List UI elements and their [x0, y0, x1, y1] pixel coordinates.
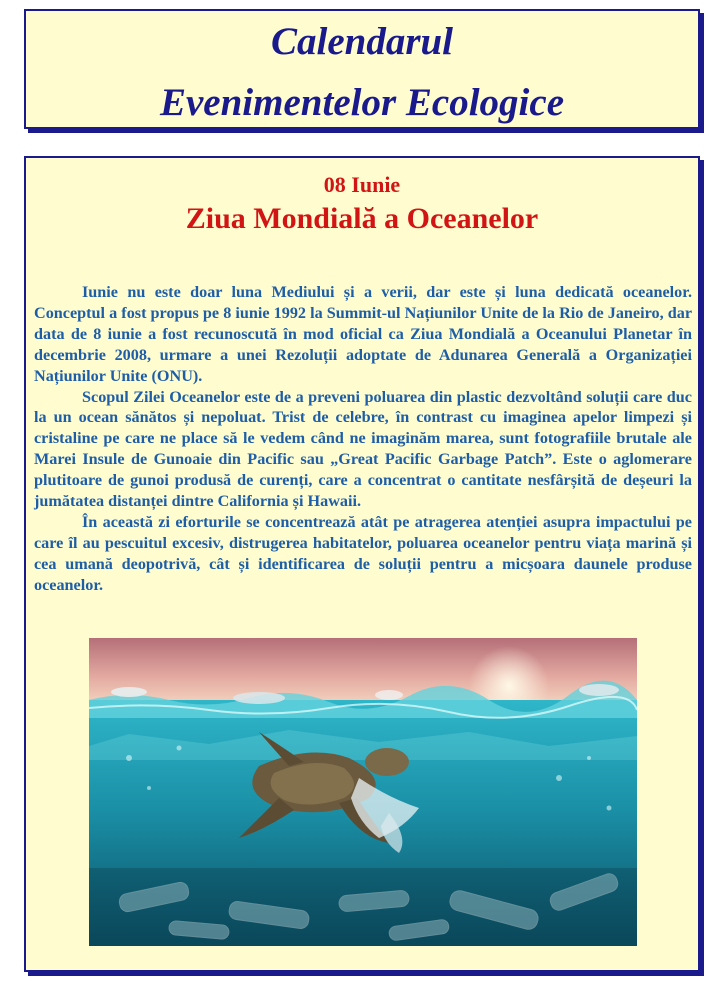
- event-date: 08 Iunie: [323, 172, 401, 197]
- page-title-line-2: Evenimentelor Ecologice: [159, 81, 564, 124]
- paragraph: În această zi eforturile se concentrează atât pe atragerea atenției asupra impactului pe care îl au pescuitul excesiv, distrugerea habitatelor, poluarea oceanelor pentru viața marină și cea umană deopotrivă, cât și identificarea de soluții pentru a micșoara daunele produse oceanelor.: [34, 512, 692, 594]
- event-title: Ziua Mondială a Oceanelor: [185, 202, 539, 235]
- paragraph: Iunie nu este doar luna Mediului și a verii, dar este și luna dedicată oceanelor. Conceptul a fost propus pe 8 iunie 1992 la Summit-ul Națiunilor Unite de la Rio de Janeiro, dar data de 8 iunie a fost recunoscută în mod oficial ca Ziua Mondială a Oceanului Planetar în decembrie 2008, urmare a unei Rezoluții adoptate de Adunarea Generală a Organizației Națiunilor Unite (ONU).: [34, 283, 692, 385]
- sea-turtle-illustration: [89, 638, 637, 946]
- content-panel: [24, 156, 700, 972]
- page-title-line-1: Calendarul: [270, 20, 454, 63]
- sea-turtle-plastic-photo: [89, 638, 637, 946]
- header-panel: [24, 9, 700, 129]
- article-body: [34, 282, 692, 596]
- paragraph: Scopul Zilei Oceanelor este de a preveni poluarea din plastic dezvoltând soluții care duc la un ocean sănătos și nepoluat. Trist de celebre, în contrast cu imaginea apelor limpezi și cristaline pe care ne place să le vedem când ne imaginăm marea, sunt fotografiile brutale ale Marei Insule de Gunoaie din Pacific sau „Great Pacific Garbage Patch”. Este o aglomerare plutitoare de gunoi produsă de curenți, care a concentrat o cantitate nesfârșită de deșeuri la jumătatea distanței dintre California și Hawaii.: [34, 387, 692, 511]
